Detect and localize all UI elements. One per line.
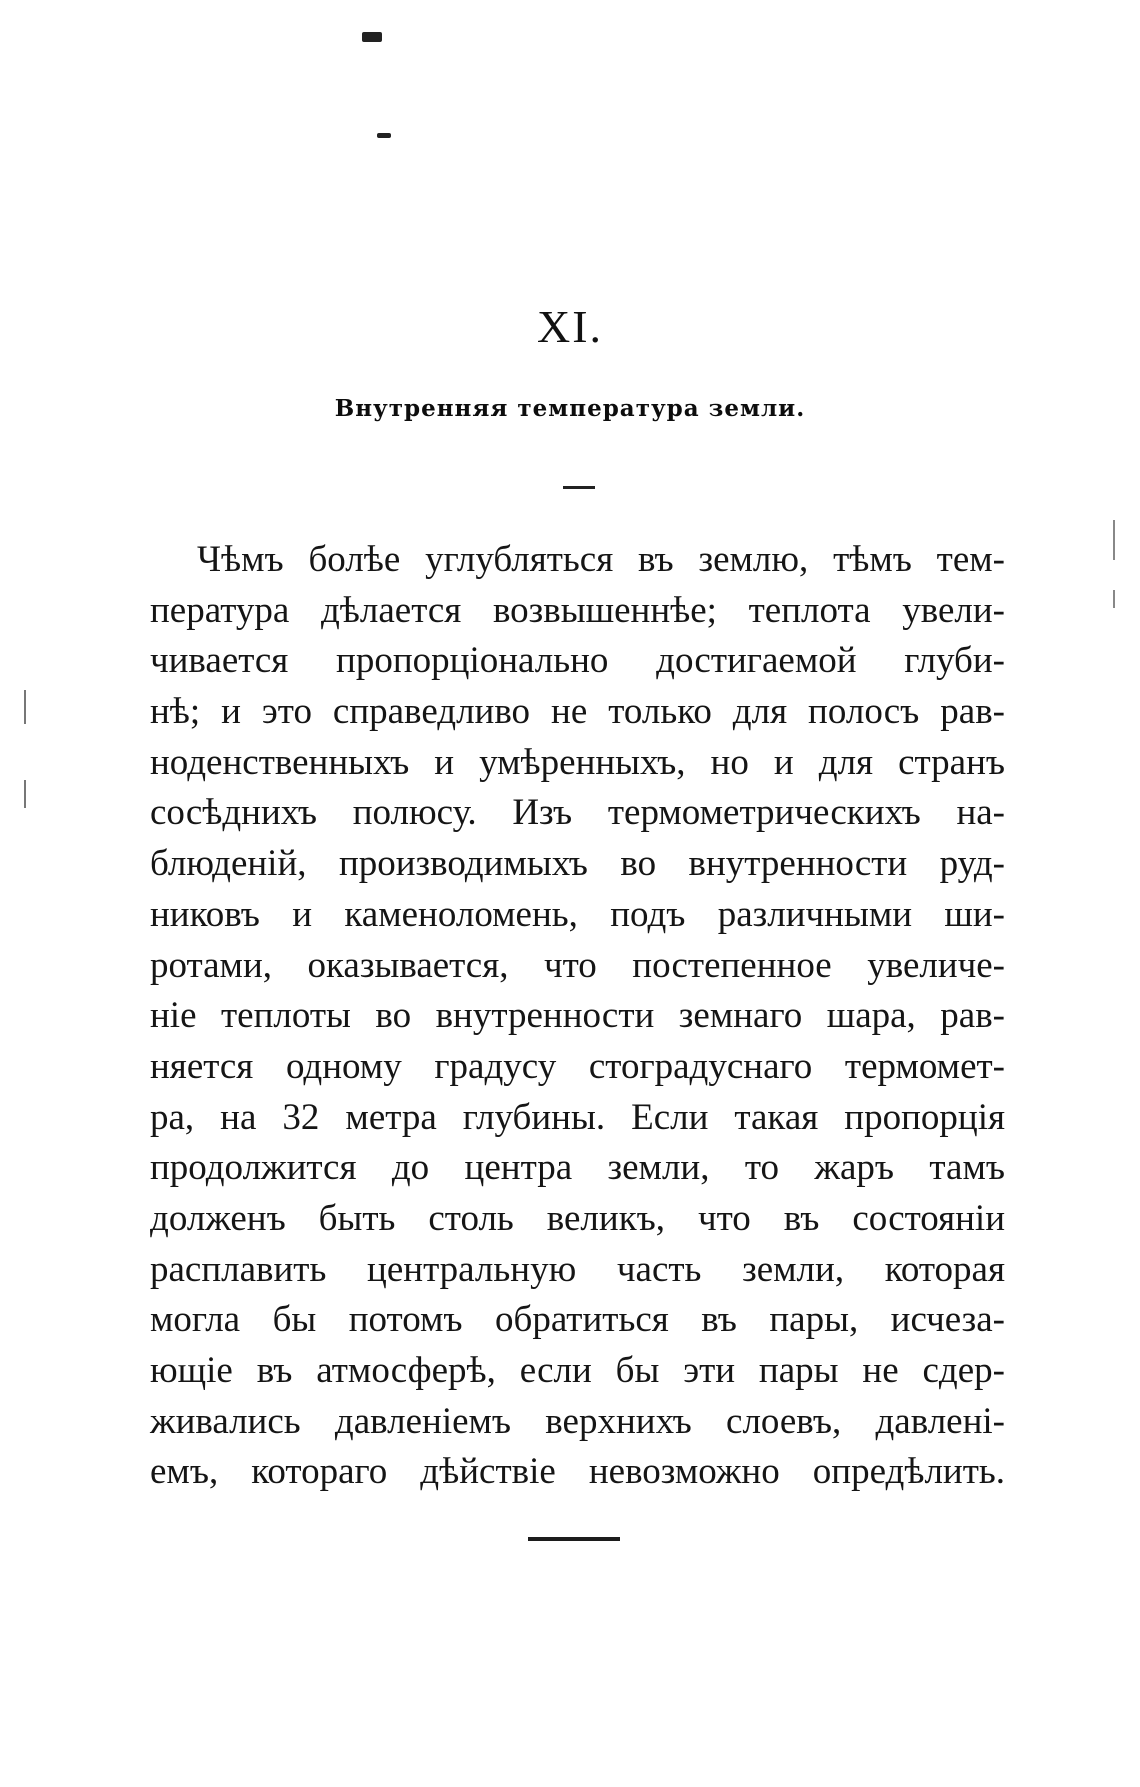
text-line: ра, на 32 метра глубины. Если такая пропорція bbox=[150, 1096, 1005, 1138]
text-line: ноденственныхъ и умѣренныхъ, но и для странъ bbox=[150, 741, 1005, 783]
chapter-title: Внутренняя температура земли. bbox=[334, 395, 806, 422]
text-line: живались давленіемъ верхнихъ слоевъ, давлені- bbox=[150, 1400, 1005, 1442]
body-paragraph bbox=[150, 535, 1005, 1498]
text-line: нѣ; и это справедливо не только для полосъ рав- bbox=[150, 691, 1005, 733]
ink-speck bbox=[377, 133, 391, 138]
scan-mark bbox=[1113, 520, 1115, 560]
text-line: расплавить центральную часть земли, которая bbox=[150, 1248, 1005, 1290]
end-divider bbox=[528, 1537, 620, 1541]
text-line: емъ, котораго дѣйствіе невозможно опредѣлить. bbox=[150, 1451, 1005, 1493]
scan-mark bbox=[24, 780, 26, 808]
text-line: Чѣмъ болѣе углубляться въ землю, тѣмъ тем- bbox=[197, 539, 1005, 580]
ink-speck bbox=[362, 32, 382, 42]
text-line: долженъ быть столь великъ, что въ состояніи bbox=[150, 1197, 1005, 1239]
title-divider bbox=[563, 486, 595, 489]
text-line: ющіе въ атмосферѣ, если бы эти пары не сдер- bbox=[150, 1350, 1005, 1391]
text-line: никовъ и каменоломень, подъ различными ши- bbox=[150, 893, 1005, 935]
text-line: блюденій, производимыхъ во внутренности руд- bbox=[150, 843, 1005, 885]
chapter-number: XI. bbox=[536, 301, 604, 352]
scan-mark bbox=[1113, 590, 1115, 608]
text-line: продолжится до центра земли, то жаръ тамъ bbox=[150, 1147, 1005, 1189]
text-line: чивается пропорціонально достигаемой глуби- bbox=[150, 640, 1005, 682]
text-line: сосѣднихъ полюсу. Изъ термометрическихъ на- bbox=[150, 792, 1005, 834]
text-line: няется одному градусу стоградуснаго термомет- bbox=[150, 1045, 1005, 1087]
text-line: ніе теплоты во внутренности земнаго шара, рав- bbox=[150, 995, 1005, 1037]
text-line: ротами, оказывается, что постепенное увеличе- bbox=[150, 944, 1005, 986]
text-line: пература дѣлается возвышеннѣе; теплота увели- bbox=[150, 589, 1005, 631]
scan-mark bbox=[24, 690, 26, 724]
text-line: могла бы потомъ обратиться въ пары, исчеза- bbox=[150, 1299, 1005, 1341]
